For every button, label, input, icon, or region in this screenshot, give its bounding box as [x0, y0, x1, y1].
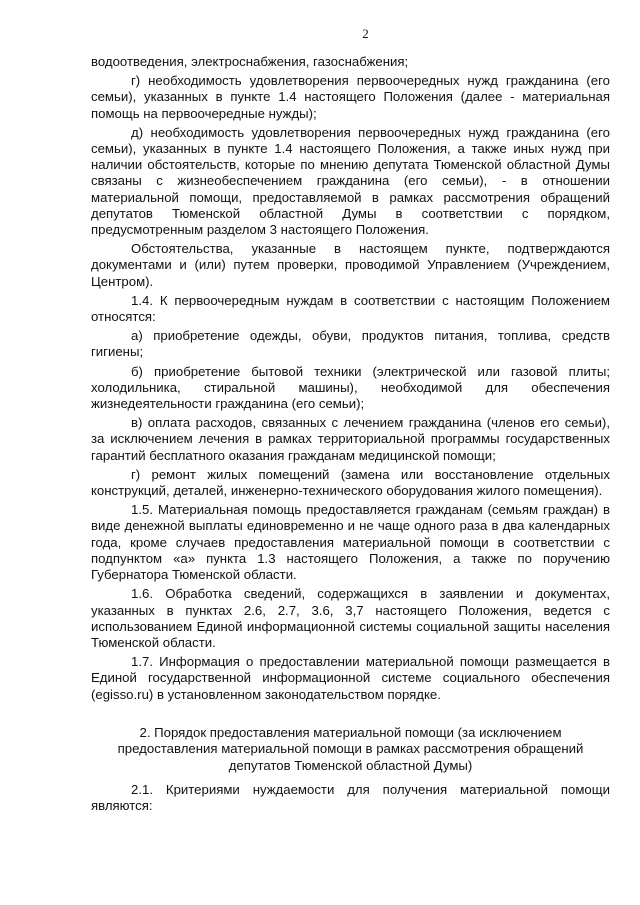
page-number: 2 [362, 26, 369, 41]
paragraph-1-4-g: г) ремонт жилых помещений (замена или восстановление отдельных конструкций, деталей, инженерно-технического оборудования жилого помещения). [91, 466, 610, 499]
section-2-heading: 2. Порядок предоставления материальной помощи (за исключением предоставления материальной помощи в рамках рассмотрения обращений депутатов Тюменской областной Думы) [117, 724, 584, 773]
paragraph-1-7: 1.7. Информация о предоставлении материальной помощи размещается в Единой государственной информационной системе социального обеспечения (egisso.ru) в установленном законодательством порядке. [91, 654, 610, 702]
paragraph-1-5: 1.5. Материальная помощь предоставляется гражданам (семьям граждан) в виде денежной выплаты единовременно и не чаще одного раза в два календарных года, кроме случаев предоставления материальной помощи в соответствии с подпунктом «а» пункта 1.3 настоящего Положения, а также по поручению Губернатора Тюменской области. [91, 502, 610, 583]
paragraph-1-4-a: а) приобретение одежды, обуви, продуктов питания, топлива, средств гигиены; [91, 328, 610, 360]
paragraph-1-4-v: в) оплата расходов, связанных с лечением гражданина (членов его семьи), за исключением лечения в рамках территориальной программы государственных гарантий бесплатного оказания гражданам медицинской помощи; [91, 415, 610, 463]
paragraph-1-4: 1.4. К первоочередным нуждам в соответствии с настоящим Положением относятся: [91, 292, 610, 325]
paragraph-item-d: д) необходимость удовлетворения первоочередных нужд гражданина (его семьи), указанных в пункте 1.4 настоящего Положения, а также иных нужд при наличии обстоятельств, которые по мнению депутата Тюменской областной Думы связаны с жизнеобеспечением гражданина (его семьи), - в отношении материальной помощи, предоставляемой в рамках рассмотрения обращений депутатов Тюменской областной Думы в соответствии с порядком, предусмотренным разделом 3 настоящего Положения. [91, 124, 610, 238]
paragraph-1-4-b: б) приобретение бытовой техники (электрической или газовой плиты; холодильника, стиральной машины), необходимой для обеспечения жизнедеятельности гражданина (его семьи); [91, 363, 610, 412]
paragraph-circumstances: Обстоятельства, указанные в настоящем пункте, подтверждаются документами и (или) путем проверки, проводимой Управлением (Учреждением, Центром). [91, 241, 610, 289]
paragraph-utilities-continuation: водоотведения, электроснабжения, газоснабжения; [91, 54, 409, 69]
paragraph-1-6: 1.6. Обработка сведений, содержащихся в заявлении и документах, указанных в пунктах 2.6, 2.7, 3.6, 3,7 настоящего Положения, ведется с использованием Единой информационной системы социальной защиты населения Тюменской области. [91, 586, 610, 650]
paragraph-2-1: 2.1. Критериями нуждаемости для получения материальной помощи являются: [91, 782, 610, 814]
paragraph-item-g: г) необходимость удовлетворения первоочередных нужд гражданина (его семьи), указанных в пункте 1.4 настоящего Положения (далее - материальная помощь на первоочередные нужды); [91, 73, 610, 121]
